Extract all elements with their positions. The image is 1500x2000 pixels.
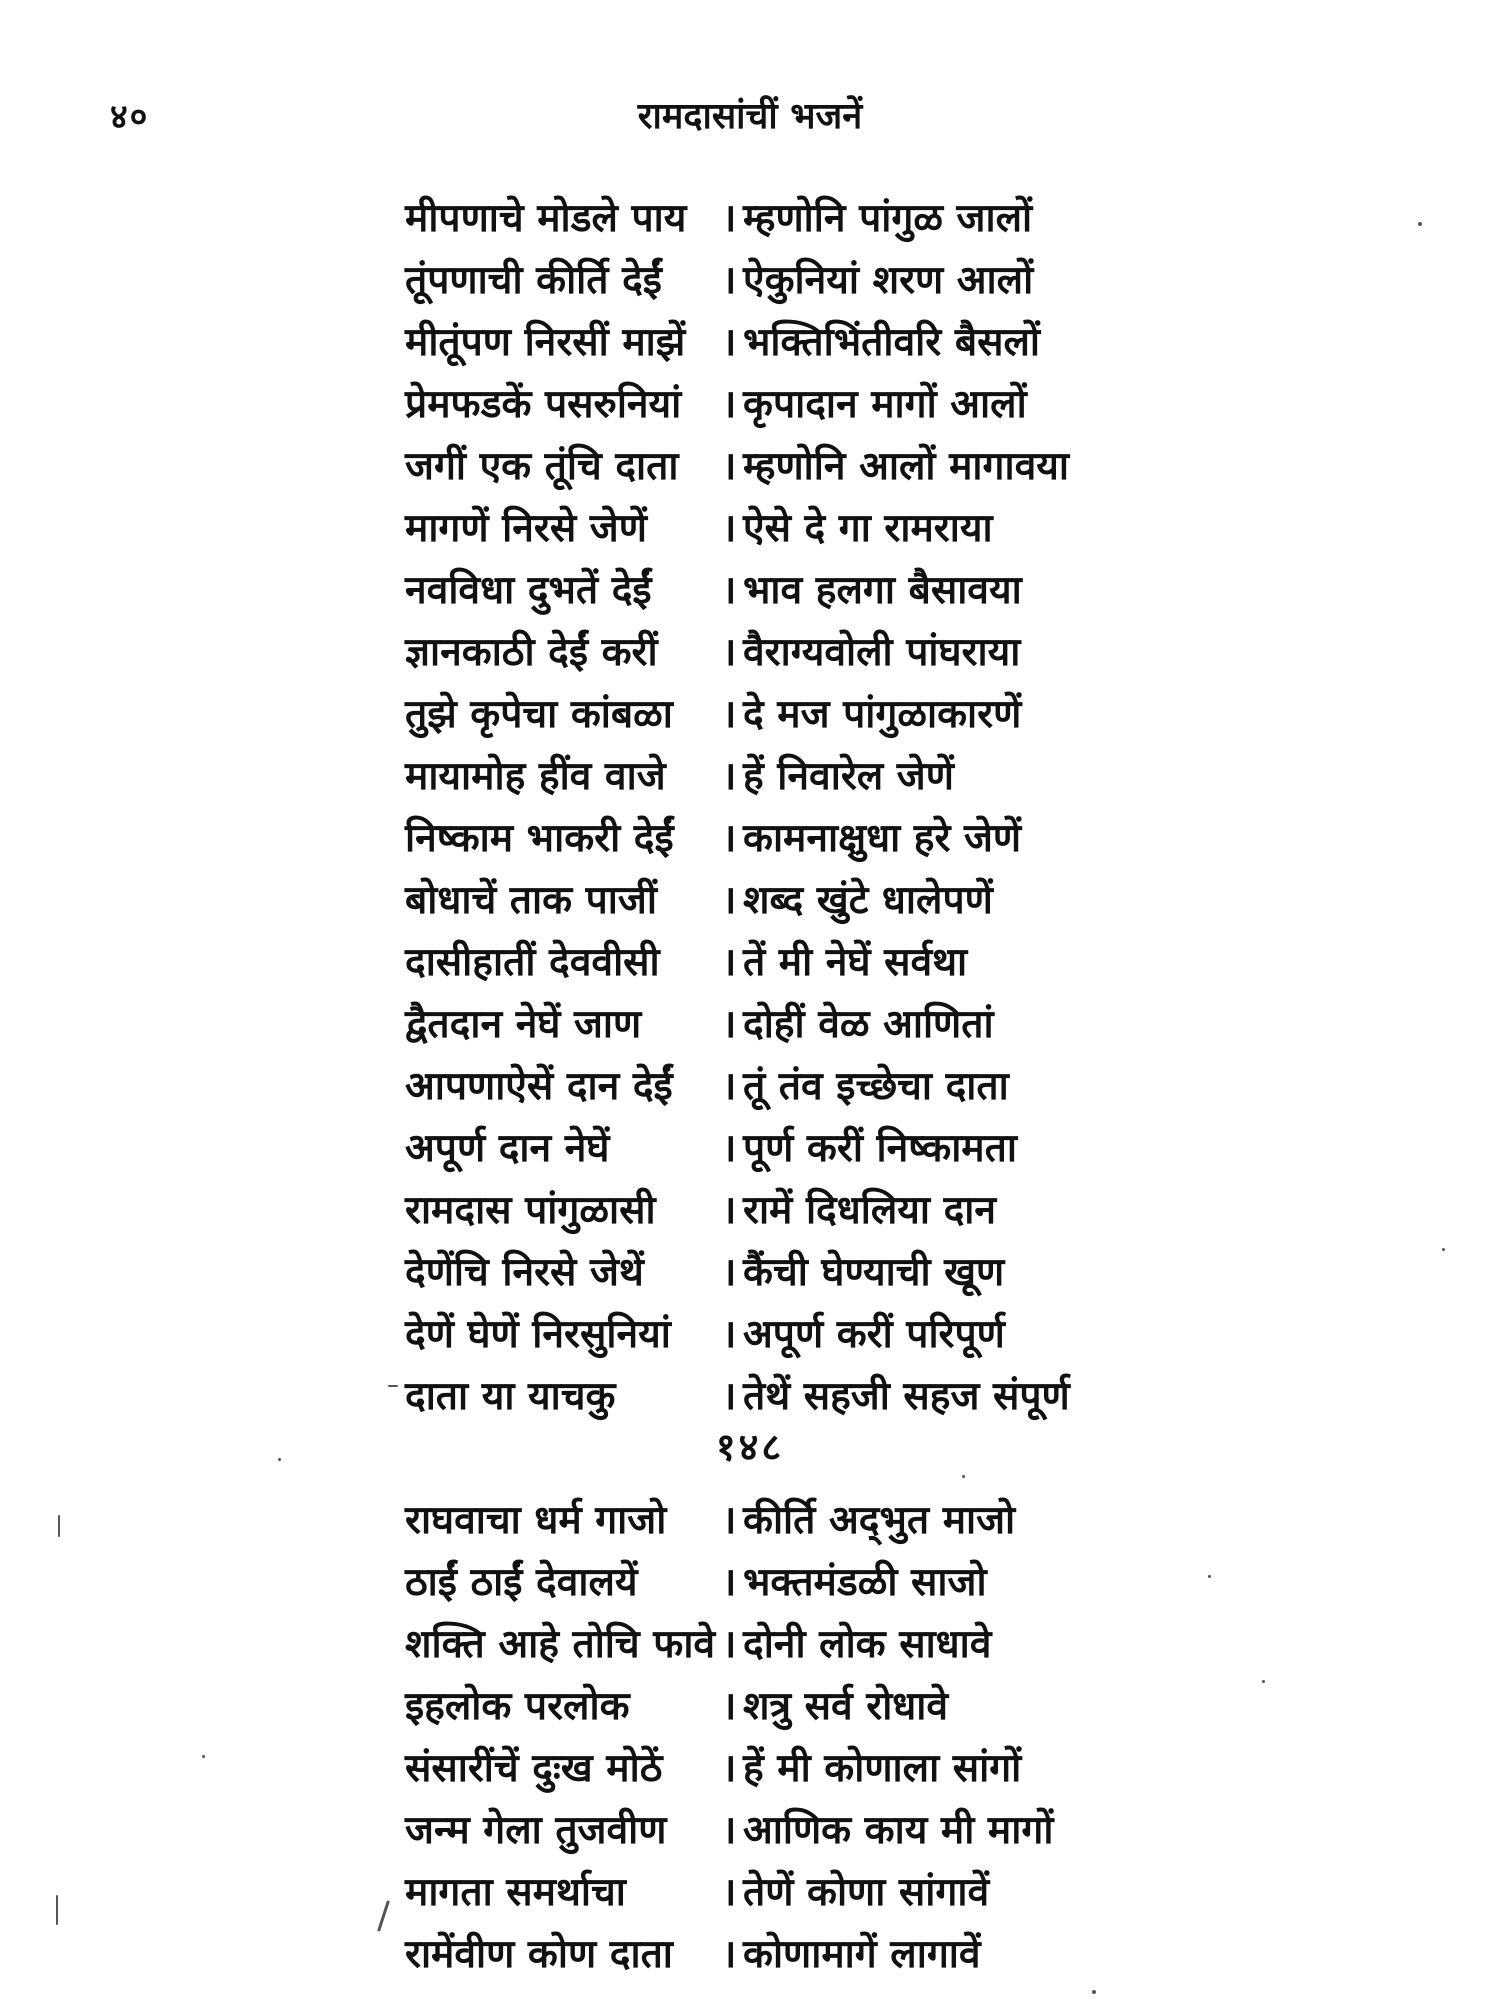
danda: । <box>721 1498 737 1543</box>
danda: । <box>721 1684 737 1729</box>
verse-first-half: मायामोह हींव वाजे <box>405 754 666 799</box>
danda: । <box>721 1002 737 1047</box>
verse-line <box>405 1862 1405 1924</box>
verse-line <box>405 622 1405 684</box>
verse-second-half: ऐसे दे गा रामराया <box>743 506 993 551</box>
verse-line <box>405 188 1405 250</box>
verse-line <box>405 436 1405 498</box>
verse-first-half: इहलोक परलोक <box>405 1684 630 1729</box>
verse-second-half: म्हणोनि आलों मागावया <box>743 444 1069 489</box>
verse-second-half: भाव हलगा बैसावया <box>743 568 1022 613</box>
verse-line <box>405 560 1405 622</box>
verse-first-half: मीपणाचे मोडले पाय <box>405 196 687 241</box>
scan-speck <box>1442 1248 1445 1251</box>
verse-line <box>405 684 1405 746</box>
verse-line <box>405 994 1405 1056</box>
verse-line <box>405 870 1405 932</box>
scan-speck <box>58 1515 60 1537</box>
verse-line <box>405 1614 1405 1676</box>
verse-second-half: कोणामागें लागावें <box>743 1932 981 1977</box>
verse-line <box>405 1924 1405 1986</box>
verse-line <box>405 250 1405 312</box>
verse-second-half: ऐकुनियां शरण आलों <box>743 258 1034 303</box>
verse-second-half: कीर्ति अद्‌भुत माजो <box>743 1498 1016 1543</box>
verse-first-half: दाता या याचकु <box>405 1374 616 1419</box>
verse-first-half: मागणें निरसे जेणें <box>405 506 647 551</box>
verse-line <box>405 1180 1405 1242</box>
stanza-148 <box>405 1490 1405 1986</box>
verse-line <box>405 1738 1405 1800</box>
verse-second-half: कामनाक्षुधा हरे जेणें <box>743 816 1022 861</box>
danda: । <box>721 692 737 737</box>
verse-line <box>405 932 1405 994</box>
danda: । <box>721 1312 737 1357</box>
verse-first-half: रामेंवीण कोण दाता <box>405 1932 673 1977</box>
verse-second-half: वैराग्यवोली पांघराया <box>743 630 1021 675</box>
verse-number: १४८ <box>715 1425 785 1469</box>
verse-second-half: तेणें कोणा सांगावें <box>743 1870 990 1915</box>
verse-first-half: शक्ति आहे तोचि फावे <box>405 1622 716 1667</box>
verse-first-half: ज्ञानकाठी देईं करीं <box>405 630 658 675</box>
danda: । <box>721 320 737 365</box>
verse-line <box>405 1676 1405 1738</box>
danda: । <box>721 506 737 551</box>
verse-line <box>405 1118 1405 1180</box>
danda: । <box>721 444 737 489</box>
danda: । <box>721 816 737 861</box>
page-number: ४० <box>110 97 150 137</box>
verse-line <box>405 498 1405 560</box>
verse-line <box>405 1552 1405 1614</box>
scan-speck <box>1262 1680 1265 1683</box>
verse-first-half: जगीं एक तूंचि दाता <box>405 444 679 489</box>
verse-second-half: भक्तिभिंतीवरि बैसलों <box>743 320 1040 365</box>
verse-first-half: प्रेमफडकें पसरुनियां <box>405 382 682 427</box>
danda: । <box>721 1250 737 1295</box>
danda: । <box>721 1560 737 1605</box>
verse-first-half: जन्म गेला तुजवीण <box>405 1808 667 1853</box>
verse-first-half: मीतूंपण निरसीं माझें <box>405 320 686 365</box>
verse-line <box>405 1366 1405 1428</box>
danda: । <box>721 878 737 923</box>
verse-first-half: रामदास पांगुळासी <box>405 1188 656 1233</box>
danda: । <box>721 1374 737 1419</box>
running-title: रामदासांचीं भजनें <box>637 96 863 137</box>
verse-second-half: तेथें सहजी सहज संपूर्ण <box>743 1374 1070 1419</box>
verse-second-half: हें निवारेल जेणें <box>743 754 954 799</box>
scan-speck <box>1418 222 1422 226</box>
verse-second-half: शत्रु सर्व रोधावे <box>743 1684 949 1729</box>
scan-speck <box>962 1475 965 1478</box>
scan-speck <box>377 1900 390 1931</box>
verse-line <box>405 1800 1405 1862</box>
danda: । <box>721 1746 737 1791</box>
verse-first-half: राघवाचा धर्म गाजो <box>405 1498 667 1543</box>
verse-first-half: मागता समर्थाचा <box>405 1870 626 1915</box>
verse-first-half: निष्काम भाकरी देईं <box>405 816 674 861</box>
verse-second-half: कैंची घेण्याची खूण <box>743 1250 1005 1295</box>
verse-first-half: ठाईं ठाईं देवालयें <box>405 1560 638 1605</box>
danda: । <box>721 568 737 613</box>
verse-second-half: म्हणोनि पांगुळ जालों <box>743 196 1033 241</box>
verse-first-half: द्वैतदान नेघें जाण <box>405 1002 642 1047</box>
verse-second-half: तूं तंव इच्छेचा दाता <box>743 1064 1009 1109</box>
danda: । <box>721 1064 737 1109</box>
verse-line <box>405 1304 1405 1366</box>
verse-second-half: अपूर्ण करीं परिपूर्ण <box>743 1312 1005 1357</box>
verse-second-half: पूर्ण करीं निष्कामता <box>743 1126 1017 1171</box>
verse-second-half: दोहीं वेळ आणितां <box>743 1002 994 1047</box>
verse-line <box>405 312 1405 374</box>
scan-speck <box>1208 1575 1211 1578</box>
danda: । <box>721 382 737 427</box>
verse-first-half: दासीहातीं देववीसी <box>405 940 660 985</box>
danda: । <box>721 1622 737 1667</box>
verse-first-half: संसारींचें दुःख मोठें <box>405 1746 663 1791</box>
danda: । <box>721 630 737 675</box>
verse-second-half: दे मज पांगुळाकारणें <box>743 692 1022 737</box>
danda: । <box>721 258 737 303</box>
verse-line <box>405 746 1405 808</box>
scan-speck <box>1092 1990 1096 1994</box>
verse-second-half: हें मी कोणाला सांगों <box>743 1746 1022 1791</box>
verse-second-half: तें मी नेघें सर्वथा <box>743 940 968 985</box>
verse-second-half: रामें दिधलिया दान <box>743 1188 997 1233</box>
verse-first-half: नवविधा दुभतें देईं <box>405 568 652 613</box>
scan-speck <box>202 1755 205 1758</box>
verse-second-half: आणिक काय मी मागों <box>743 1808 1054 1853</box>
verse-first-half: तूंपणाची कीर्ति देईं <box>405 258 662 303</box>
verse-line <box>405 1056 1405 1118</box>
verse-first-half: आपणाऐसें दान देईं <box>405 1064 673 1109</box>
verse-second-half: कृपादान मागों आलों <box>743 382 1027 427</box>
verse-first-half: देणेंचि निरसे जेथें <box>405 1250 644 1295</box>
danda: । <box>721 1126 737 1171</box>
danda: । <box>721 754 737 799</box>
verse-second-half: शब्द खुंटे धालेपणें <box>743 878 993 923</box>
verse-line <box>405 374 1405 436</box>
danda: । <box>721 1932 737 1977</box>
verse-first-half: देणें घेणें निरसुनियां <box>405 1312 671 1357</box>
danda: । <box>721 940 737 985</box>
danda: । <box>721 1808 737 1853</box>
scan-speck <box>278 1458 281 1461</box>
scan-speck <box>388 1385 398 1387</box>
verse-first-half: बोधाचें ताक पाजीं <box>405 878 657 923</box>
scan-speck <box>56 1895 58 1925</box>
verse-second-half: दोनी लोक साधावे <box>743 1622 992 1667</box>
verse-second-half: भक्तमंडळी साजो <box>743 1560 987 1605</box>
verse-line <box>405 808 1405 870</box>
danda: । <box>721 1870 737 1915</box>
verse-first-half: तुझे कृपेचा कांबळा <box>405 692 673 737</box>
danda: । <box>721 1188 737 1233</box>
stanza-147 <box>405 188 1405 1428</box>
danda: । <box>721 196 737 241</box>
verse-first-half: अपूर्ण दान नेघें <box>405 1126 610 1171</box>
verse-line <box>405 1490 1405 1552</box>
verse-line <box>405 1242 1405 1304</box>
